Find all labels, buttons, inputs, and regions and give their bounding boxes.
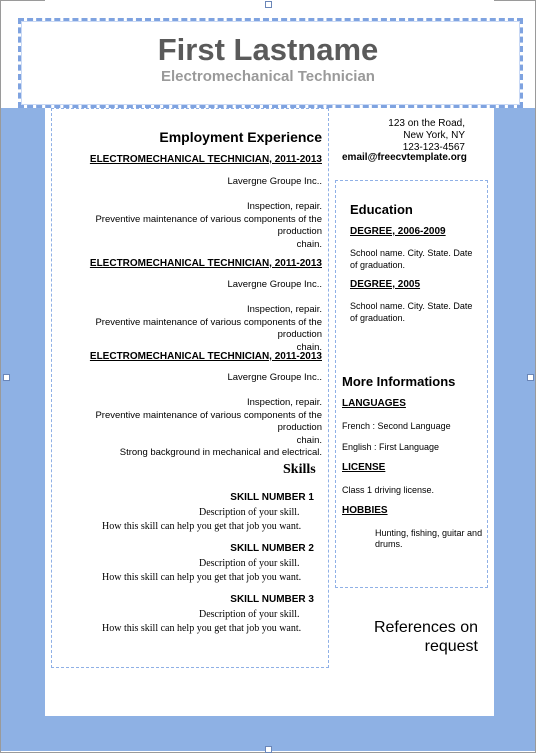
hobbies-label: HOBBIES xyxy=(342,505,388,516)
skill-help: How this skill can help you get that job you want. xyxy=(102,572,302,583)
candidate-name: First Lastname xyxy=(157,32,379,67)
job-company: Lavergne Groupe Inc.. xyxy=(227,279,322,290)
job-line: chain. xyxy=(296,434,322,446)
job-line: Preventive maintenance of various components of the production xyxy=(95,213,322,237)
experience-heading: Employment Experience xyxy=(159,129,322,145)
degree-title: DEGREE, 2005 xyxy=(350,279,421,290)
skill-name: SKILL NUMBER 1 xyxy=(230,492,314,503)
language-item: English : First Language xyxy=(342,442,440,452)
job-line: Inspection, repair. xyxy=(247,304,322,315)
skill-description: Description of your skill. xyxy=(199,507,300,518)
resize-handle-right[interactable] xyxy=(527,374,534,381)
references-line: References on xyxy=(373,619,478,636)
degree-line: of graduation. xyxy=(350,312,406,323)
resize-handle-left[interactable] xyxy=(3,374,10,381)
resize-handle-bottom[interactable] xyxy=(265,746,272,753)
skill-name: SKILL NUMBER 2 xyxy=(230,543,314,554)
education-heading: Education xyxy=(350,202,413,217)
job-title: ELECTROMECHANICAL TECHNICIAN, 2011-2013 xyxy=(89,154,322,165)
job-description xyxy=(60,201,322,251)
job-line: Preventive maintenance of various components of the production xyxy=(95,409,322,433)
skill-description: Description of your skill. xyxy=(199,609,300,620)
job-title: ELECTROMECHANICAL TECHNICIAN, 2011-2013 xyxy=(89,351,322,362)
job-company: Lavergne Groupe Inc.. xyxy=(227,372,322,383)
degree-line: of graduation. xyxy=(350,259,406,270)
degree-line: School name. City. State. Date xyxy=(350,248,473,258)
job-company: Lavergne Groupe Inc.. xyxy=(227,176,322,187)
language-item: French : Second Language xyxy=(342,421,451,431)
skill-help: How this skill can help you get that job you want. xyxy=(102,623,302,634)
job-line: Inspection, repair. xyxy=(247,397,322,408)
skill-help: How this skill can help you get that job you want. xyxy=(102,521,302,532)
languages-label: LANGUAGES xyxy=(342,398,406,409)
job-line: Preventive maintenance of various components of the production xyxy=(95,316,322,340)
skill-name: SKILL NUMBER 3 xyxy=(230,594,314,605)
job-line: Inspection, repair. xyxy=(247,201,322,212)
candidate-title: Electromechanical Technician xyxy=(161,68,375,85)
left-column-box[interactable] xyxy=(51,108,329,668)
job-description xyxy=(60,304,322,354)
left-margin-background xyxy=(1,108,45,751)
license-label: LICENSE xyxy=(342,462,386,473)
skill-description: Description of your skill. xyxy=(199,558,300,569)
job-title: ELECTROMECHANICAL TECHNICIAN, 2011-2013 xyxy=(89,258,322,269)
hobbies-text xyxy=(375,528,482,550)
degree-details xyxy=(350,301,472,324)
more-info-heading: More Informations xyxy=(342,374,456,389)
job-line: chain. xyxy=(296,341,322,353)
references-note xyxy=(340,618,478,656)
contact-city-line: New York, NY xyxy=(403,130,465,141)
degree-title: DEGREE, 2006-2009 xyxy=(350,226,446,237)
degree-details xyxy=(350,248,472,271)
degree-line: School name. City. State. Date xyxy=(350,301,473,311)
job-line: Strong background in mechanical and electrical. xyxy=(119,447,322,458)
job-description xyxy=(60,397,322,460)
skills-heading: Skills xyxy=(283,462,316,477)
hobbies-line: Hunting, fishing, guitar and xyxy=(375,528,483,538)
contact-email[interactable]: email@freecvtemplate.org xyxy=(342,152,467,163)
references-line: request xyxy=(424,638,478,655)
resize-handle-top[interactable] xyxy=(265,1,272,8)
contact-phone: 123-123-4567 xyxy=(402,142,465,153)
license-text: Class 1 driving license. xyxy=(342,485,435,495)
job-line: chain. xyxy=(296,238,322,250)
right-margin-background xyxy=(494,108,535,751)
contact-address-line: 123 on the Road, xyxy=(388,118,465,129)
hobbies-line: drums. xyxy=(375,539,403,549)
contact-block xyxy=(330,118,465,154)
